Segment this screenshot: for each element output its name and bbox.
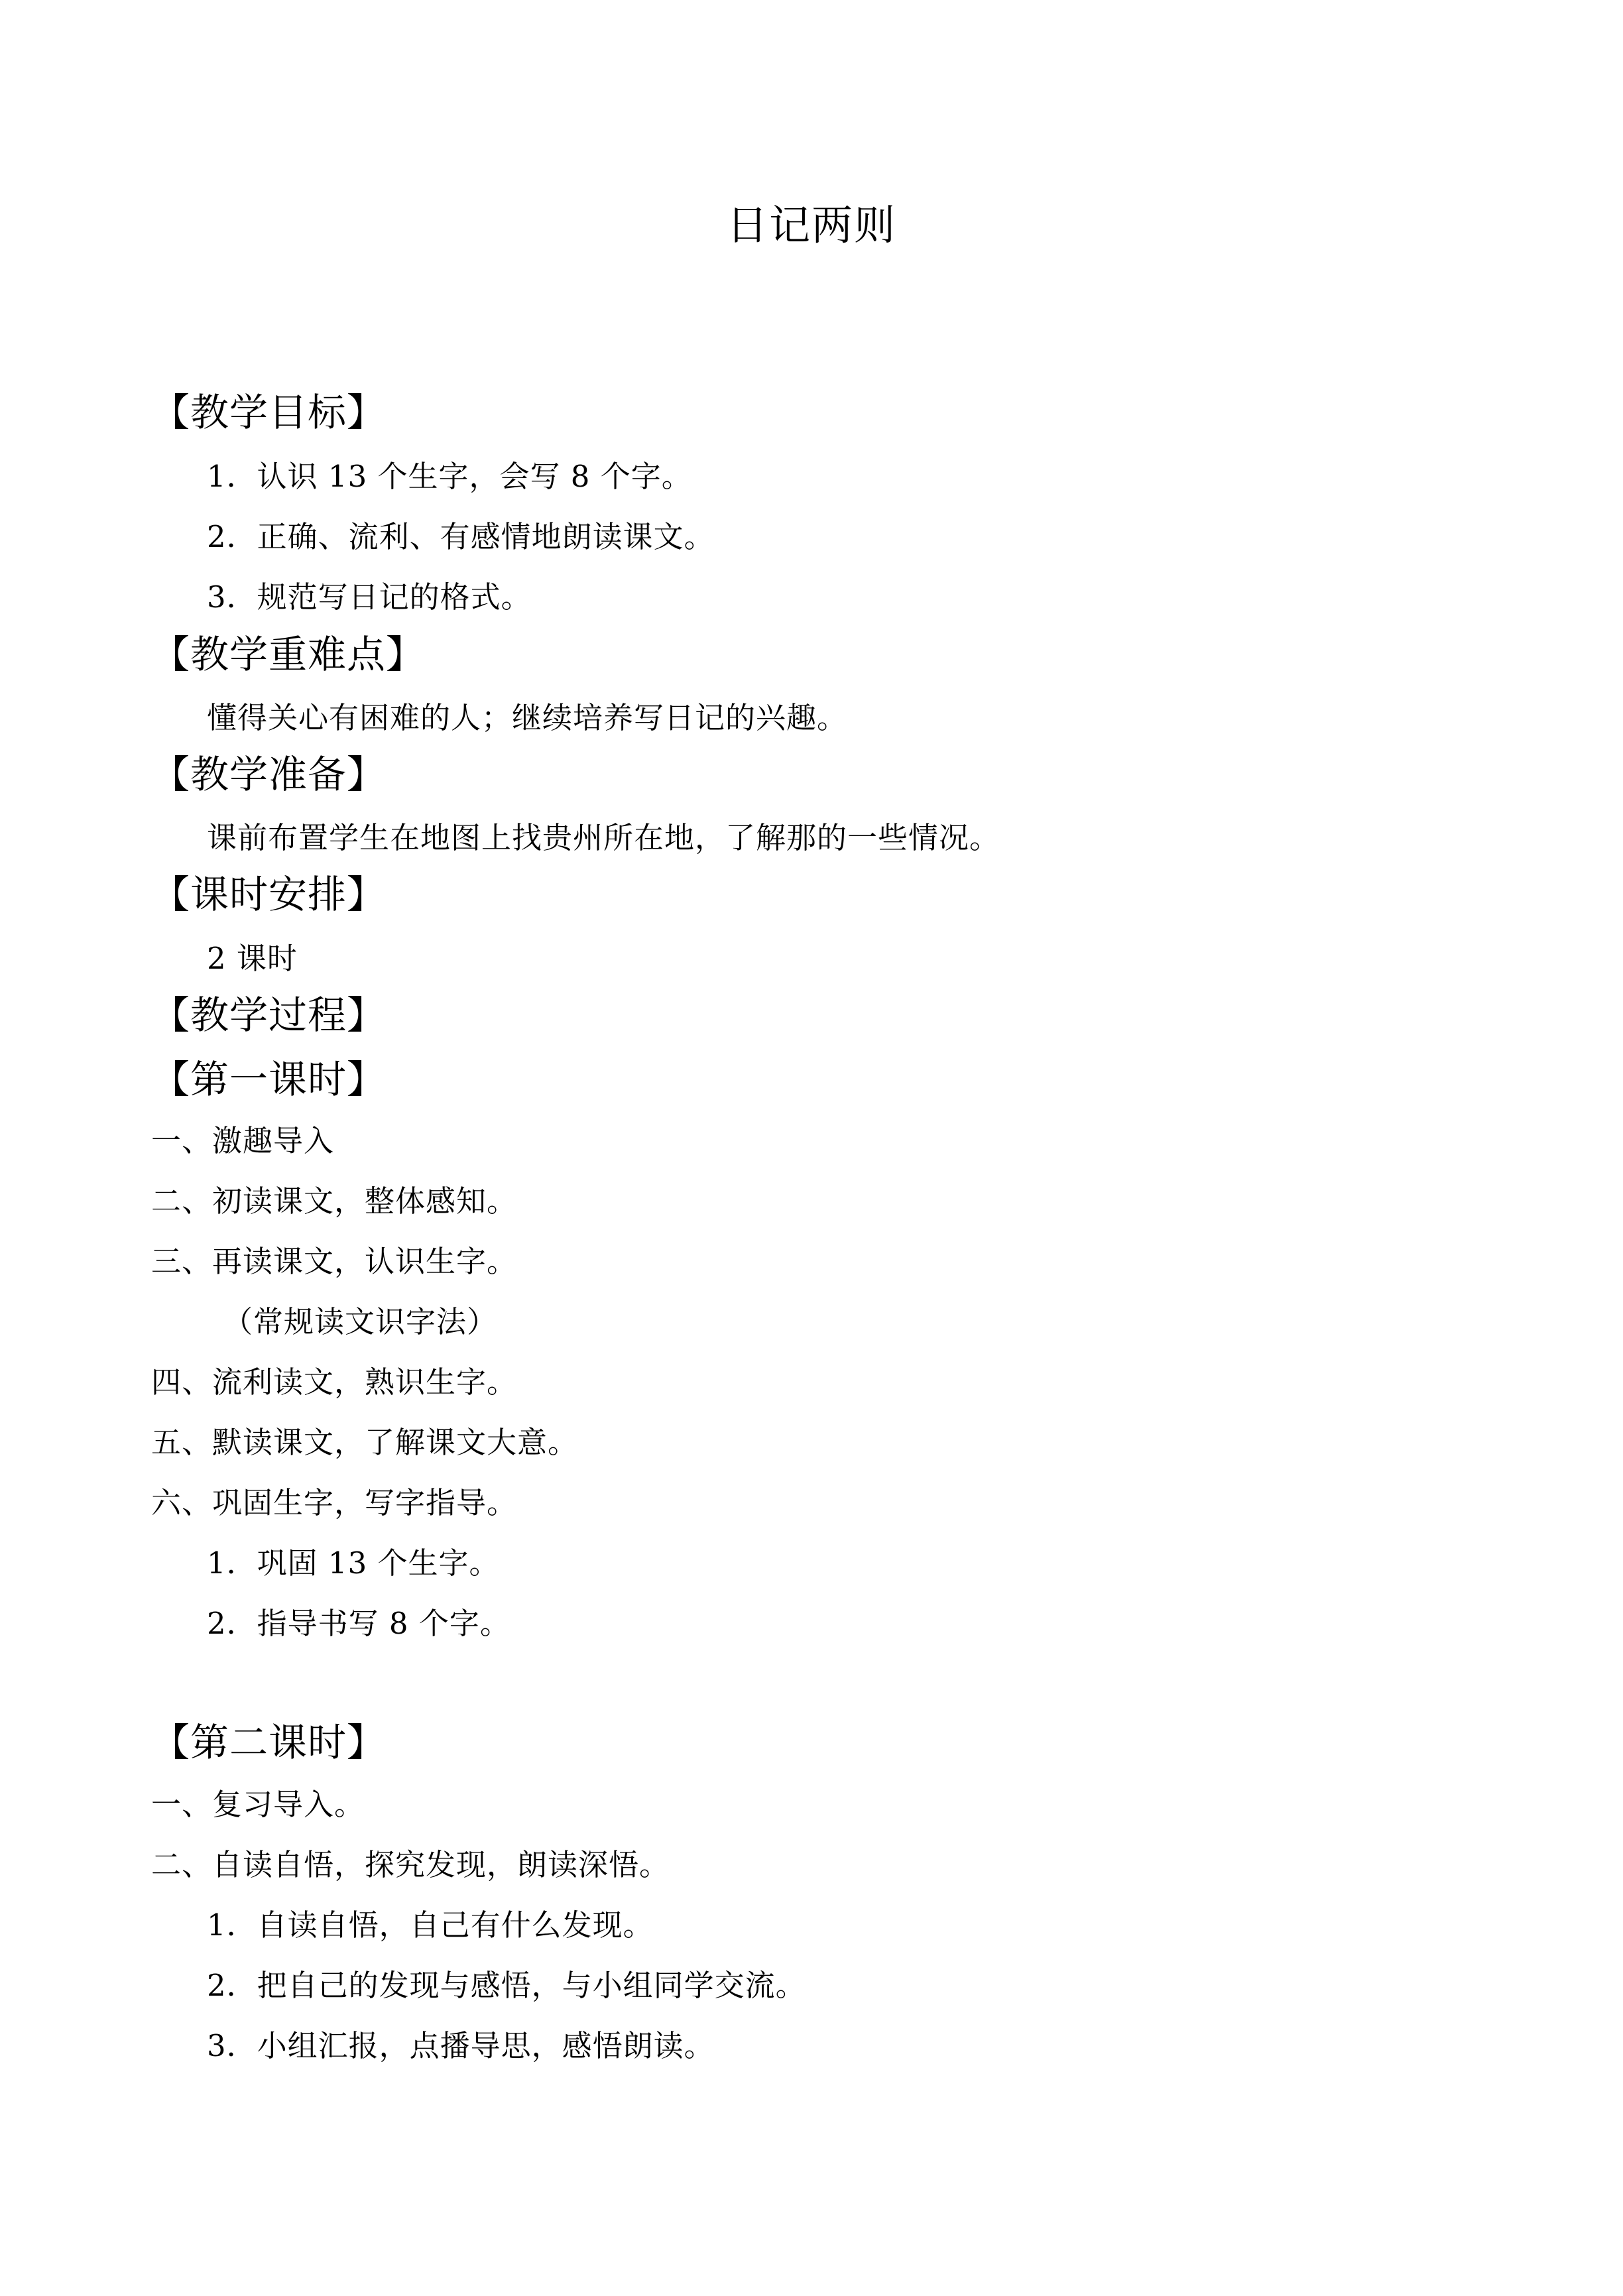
objective-item: 3．规范写日记的格式。 [207, 579, 532, 615]
lesson1-step: 六、巩固生字，写字指导。 [151, 1485, 518, 1520]
lesson1-step: 二、初读课文，整体感知。 [151, 1183, 518, 1219]
lesson2-step: 一、复习导入。 [151, 1787, 365, 1822]
lesson2-step: 二、自读自悟，探究发现，朗读深悟。 [151, 1847, 670, 1882]
lesson1-heading: 【第一课时】 [151, 1057, 387, 1102]
lesson1-substep: 2．指导书写 8 个字。 [207, 1606, 511, 1641]
lesson2-heading: 【第二课时】 [151, 1720, 387, 1765]
preparation-heading: 【教学准备】 [151, 752, 387, 797]
lesson2-substep: 2．把自己的发现与感悟，与小组同学交流。 [207, 1968, 806, 2003]
key-points-text: 懂得关心有困难的人；继续培养写日记的兴趣。 [207, 700, 848, 735]
lesson1-step: 三、再读课文，认识生字。 [151, 1244, 518, 1279]
lesson2-substep: 3．小组汇报，点播导思，感悟朗读。 [207, 2028, 715, 2063]
lesson1-step: 一、激趣导入 [151, 1123, 335, 1158]
objectives-heading: 【教学目标】 [151, 390, 387, 435]
lesson1-substep: 1．巩固 13 个生字。 [207, 1545, 500, 1581]
lesson1-step: 五、默读课文，了解课文大意。 [151, 1425, 579, 1460]
objective-item: 1．认识 13 个生字，会写 8 个字。 [207, 459, 692, 494]
key-points-heading: 【教学重难点】 [151, 632, 426, 677]
schedule-heading: 【课时安排】 [151, 872, 387, 917]
lesson1-step: （常规读文识字法） [223, 1304, 498, 1339]
process-heading: 【教学过程】 [151, 993, 387, 1038]
preparation-text: 课前布置学生在地图上找贵州所在地，了解那的一些情况。 [207, 820, 1000, 855]
objective-item: 2．正确、流利、有感情地朗读课文。 [207, 519, 715, 554]
lesson2-substep: 1．自读自悟，自己有什么发现。 [207, 1907, 654, 1943]
schedule-text: 2 课时 [207, 941, 298, 976]
document-title: 日记两则 [726, 201, 896, 249]
lesson1-step: 四、流利读文，熟识生字。 [151, 1364, 518, 1400]
